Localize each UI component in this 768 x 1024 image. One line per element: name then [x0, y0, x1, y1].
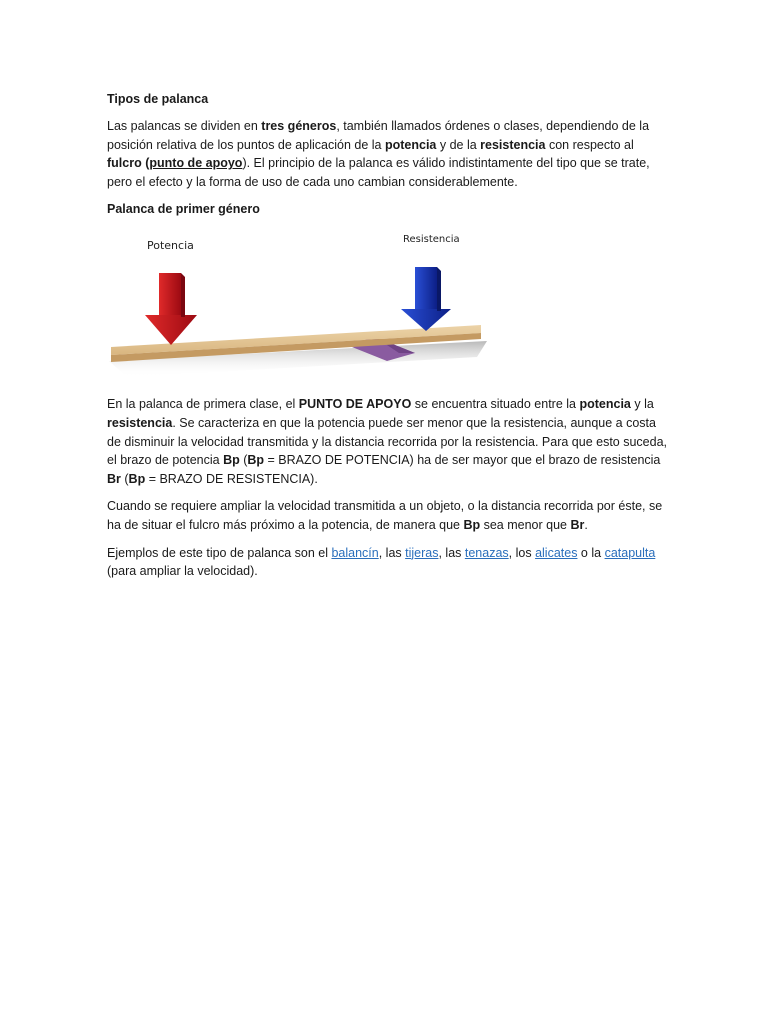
intro-text-2: , también llamados órdenes o clases, dependiendo de la posición relativa de los puntos de aplicación de la — [107, 119, 650, 152]
p4-text-4: , los — [508, 545, 536, 560]
intro-bold-punto-de-apoyo: punto de apoyo — [149, 156, 243, 171]
p2-text-6: = BRAZO DE POTENCIA) ha de ser mayor que el brazo de resistencia — [264, 453, 661, 468]
link-tijeras[interactable]: tijeras — [405, 545, 439, 560]
p4-text-5: o la — [577, 545, 605, 560]
section-subtitle: Palanca de primer género — [107, 202, 260, 217]
p2-text-1: En la palanca de primera clase, el — [107, 397, 299, 412]
link-alicates[interactable]: alicates — [535, 545, 578, 560]
intro-bold-potencia: potencia — [384, 137, 437, 152]
p2-bold-br: Br — [107, 471, 121, 486]
document-page — [107, 90, 667, 590]
intro-paragraph — [107, 117, 667, 191]
intro-text-6: ). El principio de la palanca es válido indistintamente del tipo que se trate, pero el efecto y la forma de uso de cada uno cambian considerablemente. — [107, 156, 650, 189]
p2-text-8: = BRAZO DE RESISTENCIA). — [145, 471, 318, 486]
potencia-arrow — [145, 273, 197, 345]
intro-bold-fulcro: fulcro — [107, 156, 142, 171]
p2-bold-punto-de-apoyo: PUNTO DE APOYO — [298, 397, 412, 412]
intro-text-4: con respecto al — [545, 137, 634, 152]
first-class-paragraph — [107, 395, 667, 488]
link-catapulta[interactable]: catapulta — [604, 545, 656, 560]
intro-bold-tres-generos: tres géneros — [261, 119, 337, 133]
p2-bold-bp-1: Bp — [223, 453, 240, 468]
intro-text-1: Las palancas se dividen en — [107, 119, 262, 133]
examples-paragraph — [107, 544, 667, 581]
p2-text-5: ( — [239, 453, 248, 468]
p3-text-3: . — [584, 517, 588, 532]
label-potencia: Potencia — [147, 239, 194, 253]
p2-bold-bp-2: Bp — [247, 453, 265, 468]
link-tenazas[interactable]: tenazas — [464, 545, 509, 560]
lever-figure — [107, 229, 487, 389]
intro-bold-resistencia: resistencia — [480, 137, 546, 152]
resistencia-arrow — [401, 267, 451, 331]
p2-bold-bp-3: Bp — [128, 471, 146, 486]
link-balancin[interactable]: balancín — [331, 545, 379, 560]
p2-text-2: se encuentra situado entre la — [411, 397, 580, 412]
fulcrum-position-paragraph — [107, 497, 667, 534]
p4-text-6: (para ampliar la velocidad). — [107, 564, 258, 579]
p2-text-4: . Se caracteriza en que la potencia puede ser menor que la resistencia, aunque a costa de disminuir la velocidad transmitida y la distancia recorrida por la resistencia. Para que esto suceda, el brazo de potencia — [107, 415, 668, 468]
p3-text-1: Cuando se requiere ampliar la velocidad transmitida a un objeto, o la distancia recorrida por éste, se ha de situar el fulcro más próximo a la potencia, de manera que — [107, 499, 663, 532]
p4-text-1: Ejemplos de este tipo de palanca son el — [107, 545, 332, 560]
p3-bold-br: Br — [570, 517, 585, 532]
p4-text-3: , las — [438, 545, 465, 560]
p2-bold-resistencia: resistencia — [107, 415, 173, 430]
page-title: Tipos de palanca — [107, 92, 209, 106]
p2-text-3: y la — [630, 397, 654, 412]
intro-paren-open: ( — [141, 156, 150, 171]
intro-text-3: y de la — [436, 137, 481, 152]
lever-illustration — [107, 229, 487, 389]
p2-bold-potencia: potencia — [579, 397, 631, 412]
label-resistencia: Resistencia — [403, 234, 460, 246]
p3-text-2: sea menor que — [480, 517, 571, 532]
p4-text-2: , las — [378, 545, 406, 560]
p2-text-7: ( — [120, 471, 129, 486]
p3-bold-bp: Bp — [463, 517, 481, 532]
